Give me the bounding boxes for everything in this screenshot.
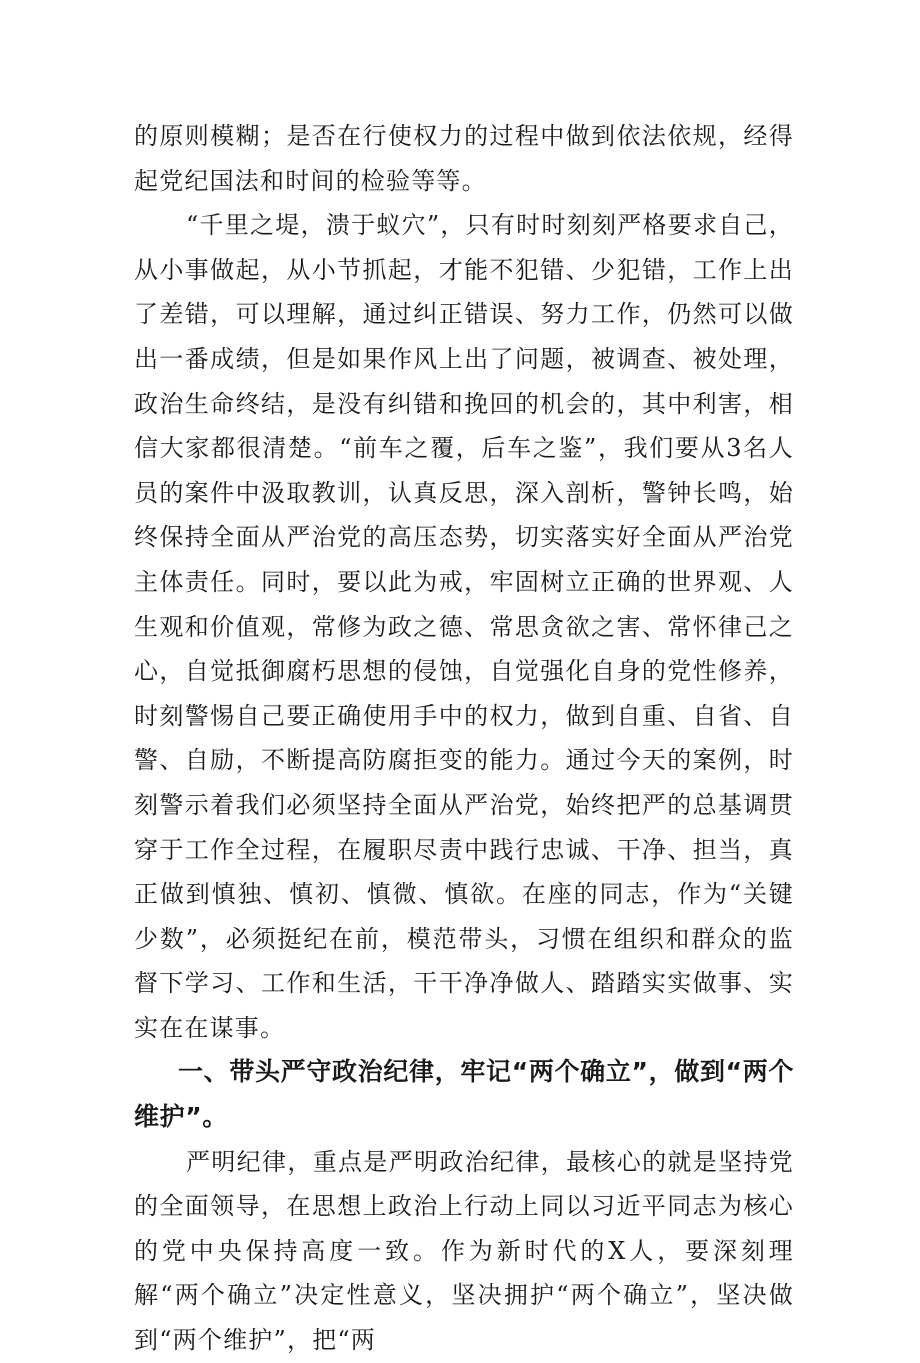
paragraph-body: “千里之堤，溃于蚁穴”，只有时时刻刻严格要求自己，从小事做起，从小节抓起，才能不犯错、少犯错，工作上出了差错，可以理解，通过纠正错误、努力工作，仍然可以做出一番成绩，但是如果作风上出了问题，被调查、被处理，政治生命终结，是没有纠错和挽回的机会的，其中利害，相信大家都很清楚。“前车之覆，后车之鉴”，我们要从3名人员的案件中汲取教训，认真反思，深入剖析，警钟长鸣，始终保持全面从严治党的高压态势，切实落实好全面从严治党主体责任。同时，要以此为戒，牢固树立正确的世界观、人生观和价值观，常修为政之德、常思贪欲之害、常怀律己之心，自觉抵御腐朽思想的侵蚀，自觉强化自身的党性修养，时刻警惕自己要正确使用手中的权力，做到自重、自省、自警、自励，不断提高防腐拒变的能力。通过今天的案例，时刻警示着我们必须坚持全面从严治党，始终把严的总基调贯穿于工作全过程，在履职尽责中践行忠诚、干净、担当，真正做到慎独、慎初、慎微、慎欲。在座的同志，作为“关键少数”，必须挺纪在前，模范带头，习惯在组织和群众的监督下学习、工作和生活，干干净净做人、踏踏实实做事、实实在在谋事。 [134, 211, 794, 1042]
section-heading: 一、带头严守政治纪律，牢记“两个确立”，做到“两个维护”。 [134, 1057, 794, 1132]
document-body [134, 114, 794, 1363]
paragraph-section-body: 严明纪律，重点是严明政治纪律，最核心的就是坚持党的全面领导，在思想上政治上行动上同以习近平同志为核心的党中央保持高度一致。作为新时代的X人，要深刻理解“两个确立”决定性意义，坚决拥护“两个确立”，坚决做到“两个维护”，把“两 [134, 1147, 794, 1355]
paragraph-continuation: 的原则模糊；是否在行使权力的过程中做到依法依规，经得起党纪国法和时间的检验等等。 [134, 122, 794, 195]
